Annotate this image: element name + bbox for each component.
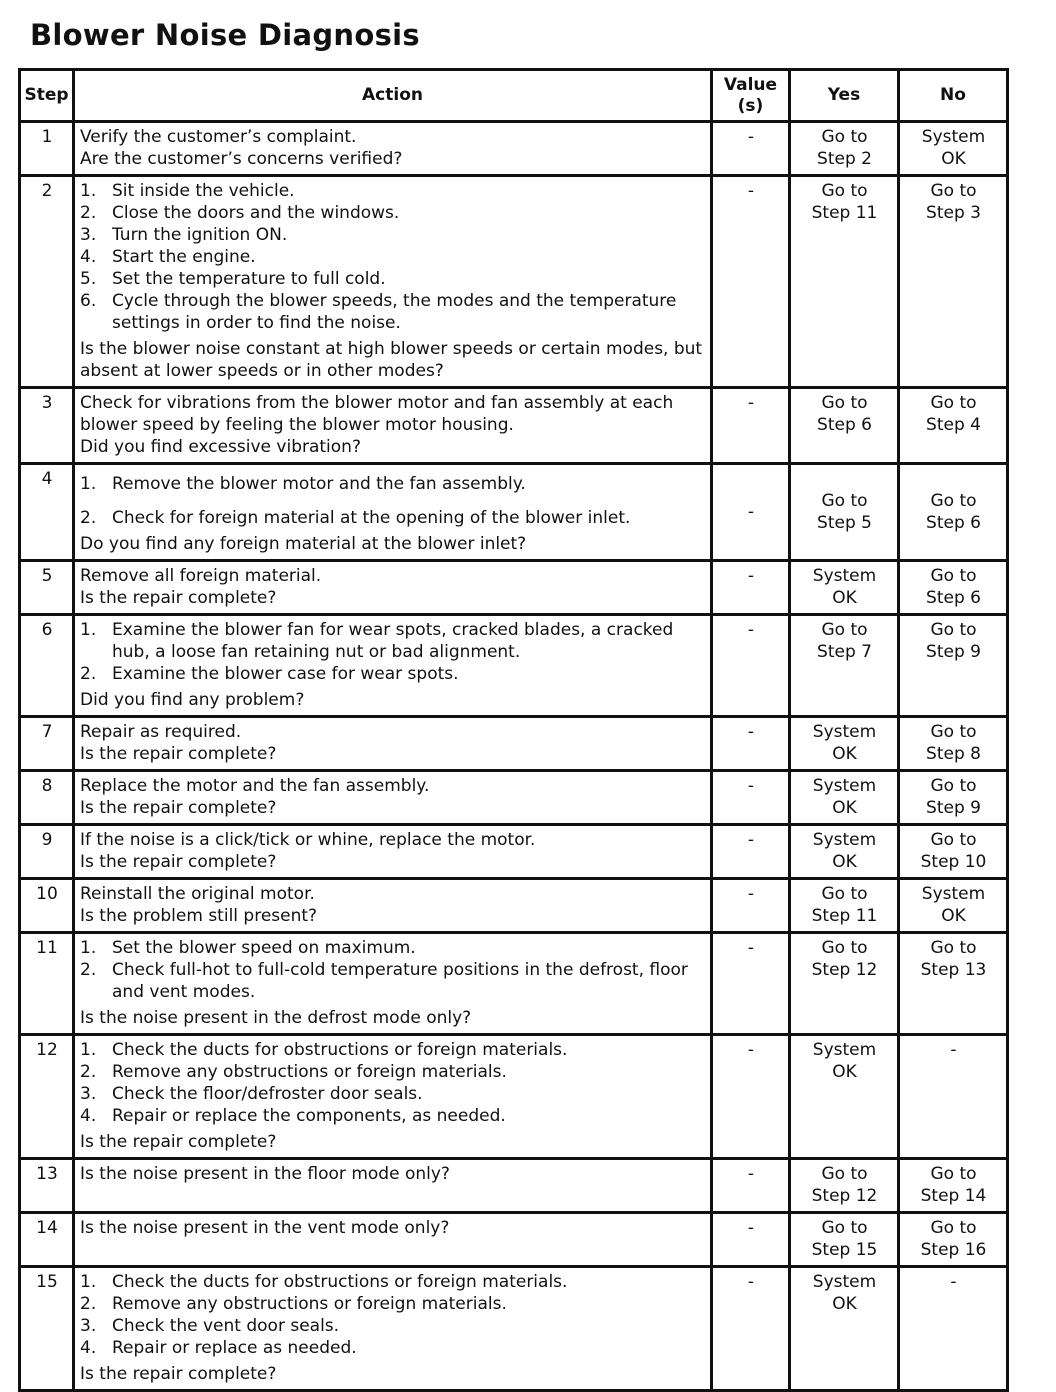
item-number: 5. <box>80 269 97 289</box>
no-cell-text: Step 8 <box>926 744 981 764</box>
item-number: 2. <box>80 1294 97 1314</box>
action-cell <box>74 388 712 464</box>
item-text: Remove the blower motor and the fan assembly. <box>112 474 526 494</box>
action-list <box>80 1039 706 1127</box>
table-row <box>20 122 1008 176</box>
action-line: Check for vibrations from the blower motor and fan assembly at each blower speed by feeling the blower motor housing. <box>80 393 674 435</box>
table-row <box>20 933 1008 1035</box>
action-list-item <box>80 1083 706 1105</box>
value-cell: - <box>712 1035 790 1159</box>
yes-cell-text: Step 7 <box>817 642 872 662</box>
action-list-item <box>80 473 706 495</box>
no-cell <box>899 1213 1008 1267</box>
yes-cell-text: System <box>812 776 877 796</box>
no-cell-text: Step 9 <box>926 798 981 818</box>
yes-cell-text: Step 6 <box>817 415 872 435</box>
item-text: Cycle through the blower speeds, the modes and the temperature settings in order to find the noise. <box>112 291 677 333</box>
item-number: 1. <box>80 1040 97 1060</box>
no-cell <box>899 825 1008 879</box>
yes-cell-text: OK <box>832 744 857 764</box>
yes-cell-text: OK <box>832 852 857 872</box>
item-text: Examine the blower case for wear spots. <box>112 664 459 684</box>
yes-cell-text: Step 15 <box>811 1240 878 1260</box>
action-list-item <box>80 290 706 334</box>
action-question: Is the repair complete? <box>80 1132 277 1152</box>
value-cell: - <box>712 561 790 615</box>
item-text: Check full-hot to full-cold temperature positions in the defrost, floor and vent modes. <box>112 960 688 1002</box>
action-line: Remove all foreign material. <box>80 566 322 586</box>
item-text: Remove any obstructions or foreign materials. <box>112 1062 507 1082</box>
yes-cell-text: OK <box>832 588 857 608</box>
step-number: 15 <box>20 1267 74 1391</box>
yes-cell <box>790 1035 899 1159</box>
item-number: 6. <box>80 291 97 311</box>
action-line: Did you find excessive vibration? <box>80 437 361 457</box>
action-cell <box>74 879 712 933</box>
action-list <box>80 937 706 1003</box>
action-cell <box>74 176 712 388</box>
action-line: Is the repair complete? <box>80 852 277 872</box>
action-list-item <box>80 937 706 959</box>
item-text: Close the doors and the windows. <box>112 203 400 223</box>
action-cell <box>74 464 712 561</box>
table-row <box>20 1213 1008 1267</box>
yes-cell-text: Go to <box>821 181 868 201</box>
item-number: 4. <box>80 1106 97 1126</box>
yes-cell-text: Go to <box>821 620 868 640</box>
item-text: Examine the blower fan for wear spots, cracked blades, a cracked hub, a loose fan retaining nut or bad alignment. <box>112 620 674 662</box>
no-cell-text: Step 14 <box>920 1186 987 1206</box>
no-cell-text: Step 16 <box>920 1240 987 1260</box>
value-cell: - <box>712 825 790 879</box>
action-list-item <box>80 1039 706 1061</box>
step-number: 9 <box>20 825 74 879</box>
no-cell <box>899 388 1008 464</box>
action-line: Is the noise present in the vent mode only? <box>80 1218 450 1238</box>
step-number: 1 <box>20 122 74 176</box>
value-cell: - <box>712 1213 790 1267</box>
action-line: Repair as required. <box>80 722 242 742</box>
item-number: 1. <box>80 474 97 494</box>
yes-cell-text: Go to <box>821 938 868 958</box>
action-question: Do you find any foreign material at the blower inlet? <box>80 534 527 554</box>
table-body <box>20 122 1008 1391</box>
no-cell-text: - <box>950 1040 957 1060</box>
yes-cell-text: Step 11 <box>811 906 878 926</box>
header-row <box>20 70 1008 122</box>
yes-cell-text: OK <box>832 1062 857 1082</box>
action-list-item <box>80 180 706 202</box>
no-cell-text: Go to <box>930 722 977 742</box>
yes-cell-text: Step 5 <box>817 512 872 533</box>
item-number: 1. <box>80 1272 97 1292</box>
action-list <box>80 473 706 529</box>
yes-cell <box>790 825 899 879</box>
action-list <box>80 180 706 334</box>
action-cell <box>74 1159 712 1213</box>
no-cell <box>899 1035 1008 1159</box>
table-row <box>20 615 1008 717</box>
yes-cell <box>790 1213 899 1267</box>
step-number: 3 <box>20 388 74 464</box>
action-list-item <box>80 246 706 268</box>
action-question: Is the noise present in the defrost mode only? <box>80 1008 472 1028</box>
no-cell-text: Step 13 <box>920 960 987 980</box>
value-cell: - <box>712 464 790 561</box>
no-cell-text: Go to <box>930 938 977 958</box>
no-cell <box>899 1267 1008 1391</box>
action-cell <box>74 717 712 771</box>
step-number: 7 <box>20 717 74 771</box>
table-row <box>20 771 1008 825</box>
action-list-item <box>80 619 706 663</box>
item-text: Check the floor/defroster door seals. <box>112 1084 423 1104</box>
yes-cell <box>790 879 899 933</box>
yes-cell-text: Step 12 <box>811 1186 878 1206</box>
item-number: 2. <box>80 508 97 528</box>
item-number: 2. <box>80 960 97 980</box>
no-cell <box>899 1159 1008 1213</box>
no-cell-text: Go to <box>930 490 977 511</box>
no-cell-text: Go to <box>930 830 977 850</box>
action-list-item <box>80 1293 706 1315</box>
step-number: 6 <box>20 615 74 717</box>
table-row <box>20 717 1008 771</box>
action-list-item <box>80 224 706 246</box>
step-number: 2 <box>20 176 74 388</box>
no-cell <box>899 122 1008 176</box>
yes-cell-text: OK <box>832 798 857 818</box>
no-cell <box>899 464 1008 561</box>
step-number: 4 <box>20 464 74 561</box>
action-line: Replace the motor and the fan assembly. <box>80 776 430 796</box>
yes-cell-text: Step 2 <box>817 149 872 169</box>
action-list-item <box>80 507 706 529</box>
item-number: 1. <box>80 620 97 640</box>
item-number: 2. <box>80 1062 97 1082</box>
yes-cell <box>790 388 899 464</box>
yes-cell <box>790 1267 899 1391</box>
yes-cell <box>790 717 899 771</box>
table-row <box>20 1159 1008 1213</box>
header-value: Value (s) <box>712 70 790 122</box>
yes-cell <box>790 122 899 176</box>
item-text: Set the blower speed on maximum. <box>112 938 416 958</box>
step-number: 10 <box>20 879 74 933</box>
no-cell-text: Step 3 <box>926 203 981 223</box>
no-cell-text: Step 10 <box>920 852 987 872</box>
yes-cell-text: System <box>812 1272 877 1292</box>
no-cell-text: Step 4 <box>926 415 981 435</box>
action-line: Are the customer’s concerns verified? <box>80 149 403 169</box>
no-cell-text: Go to <box>930 1218 977 1238</box>
item-number: 1. <box>80 181 97 201</box>
action-question: Is the blower noise constant at high blower speeds or certain modes, but absent at lower speeds or in other modes? <box>80 339 703 381</box>
no-cell-text: Step 9 <box>926 642 981 662</box>
action-cell <box>74 933 712 1035</box>
action-cell <box>74 1035 712 1159</box>
action-line: Is the repair complete? <box>80 798 277 818</box>
action-line: If the noise is a click/tick or whine, replace the motor. <box>80 830 536 850</box>
no-cell-text: Step 6 <box>926 588 981 608</box>
value-cell: - <box>712 771 790 825</box>
yes-cell <box>790 1159 899 1213</box>
action-list <box>80 1271 706 1359</box>
value-cell: - <box>712 615 790 717</box>
action-line: Is the repair complete? <box>80 744 277 764</box>
header-step: Step <box>20 70 74 122</box>
no-cell <box>899 771 1008 825</box>
no-cell-text: OK <box>941 906 966 926</box>
yes-cell <box>790 561 899 615</box>
table-row <box>20 464 1008 561</box>
no-cell <box>899 717 1008 771</box>
yes-cell-text: Step 12 <box>811 960 878 980</box>
item-text: Turn the ignition ON. <box>112 225 288 245</box>
item-number: 3. <box>80 1084 97 1104</box>
action-cell <box>74 771 712 825</box>
no-cell-text: Go to <box>930 620 977 640</box>
action-cell <box>74 1267 712 1391</box>
no-cell <box>899 176 1008 388</box>
action-line: Reinstall the original motor. <box>80 884 315 904</box>
yes-cell-text: Step 11 <box>811 203 878 223</box>
item-number: 1. <box>80 938 97 958</box>
no-cell-text: Go to <box>930 1164 977 1184</box>
action-list-item <box>80 202 706 224</box>
value-cell: - <box>712 1159 790 1213</box>
item-text: Start the engine. <box>112 247 256 267</box>
action-line: Verify the customer’s complaint. <box>80 127 357 147</box>
yes-cell-text: Go to <box>821 1218 868 1238</box>
no-cell-text: Step 6 <box>926 512 981 533</box>
step-number: 11 <box>20 933 74 1035</box>
item-text: Check for foreign material at the opening of the blower inlet. <box>112 508 631 528</box>
action-list-item <box>80 268 706 290</box>
table-row <box>20 1267 1008 1391</box>
item-number: 2. <box>80 203 97 223</box>
step-number: 14 <box>20 1213 74 1267</box>
item-text: Check the ducts for obstructions or foreign materials. <box>112 1272 568 1292</box>
no-cell-text: Go to <box>930 776 977 796</box>
value-cell: - <box>712 388 790 464</box>
yes-cell-text: Go to <box>821 1164 868 1184</box>
no-cell <box>899 615 1008 717</box>
action-list-item <box>80 1061 706 1083</box>
table-row <box>20 1035 1008 1159</box>
action-cell <box>74 122 712 176</box>
item-number: 3. <box>80 225 97 245</box>
action-cell <box>74 561 712 615</box>
step-number: 13 <box>20 1159 74 1213</box>
item-number: 3. <box>80 1316 97 1336</box>
no-cell-text: OK <box>941 149 966 169</box>
table-row <box>20 879 1008 933</box>
step-number: 12 <box>20 1035 74 1159</box>
item-text: Check the ducts for obstructions or foreign materials. <box>112 1040 568 1060</box>
value-cell: - <box>712 176 790 388</box>
action-list-item <box>80 1105 706 1127</box>
item-number: 4. <box>80 1338 97 1358</box>
action-line: Is the noise present in the floor mode only? <box>80 1164 450 1184</box>
action-list-item <box>80 1271 706 1293</box>
table-row <box>20 825 1008 879</box>
step-number: 8 <box>20 771 74 825</box>
yes-cell-text: System <box>812 566 877 586</box>
table-row <box>20 388 1008 464</box>
action-list-item <box>80 959 706 1003</box>
action-cell <box>74 825 712 879</box>
action-cell <box>74 1213 712 1267</box>
yes-cell-text: Go to <box>821 393 868 413</box>
action-list-item <box>80 1315 706 1337</box>
no-cell-text: - <box>950 1272 957 1292</box>
item-text: Repair or replace as needed. <box>112 1338 357 1358</box>
action-question: Did you find any problem? <box>80 690 305 710</box>
yes-cell <box>790 771 899 825</box>
item-text: Sit inside the vehicle. <box>112 181 295 201</box>
header-yes: Yes <box>790 70 899 122</box>
table-row <box>20 176 1008 388</box>
item-text: Repair or replace the components, as needed. <box>112 1106 506 1126</box>
action-list-item <box>80 663 706 685</box>
no-cell <box>899 561 1008 615</box>
no-cell-text: System <box>921 884 986 904</box>
table-row <box>20 561 1008 615</box>
yes-cell <box>790 176 899 388</box>
yes-cell-text: Go to <box>821 490 868 511</box>
item-text: Set the temperature to full cold. <box>112 269 386 289</box>
yes-cell-text: System <box>812 722 877 742</box>
header-no: No <box>899 70 1008 122</box>
page-title: Blower Noise Diagnosis <box>30 18 420 52</box>
step-number: 5 <box>20 561 74 615</box>
yes-cell-text: System <box>812 1040 877 1060</box>
value-cell: - <box>712 1267 790 1391</box>
yes-cell-text: System <box>812 830 877 850</box>
value-cell: - <box>712 879 790 933</box>
item-number: 4. <box>80 247 97 267</box>
item-text: Remove any obstructions or foreign materials. <box>112 1294 507 1314</box>
no-cell-text: Go to <box>930 393 977 413</box>
value-cell: - <box>712 122 790 176</box>
action-question: Is the repair complete? <box>80 1364 277 1384</box>
no-cell <box>899 879 1008 933</box>
no-cell-text: Go to <box>930 566 977 586</box>
item-text: Check the vent door seals. <box>112 1316 340 1336</box>
item-number: 2. <box>80 664 97 684</box>
yes-cell-text: Go to <box>821 127 868 147</box>
action-line: Is the problem still present? <box>80 906 318 926</box>
action-cell <box>74 615 712 717</box>
yes-cell-text: Go to <box>821 884 868 904</box>
action-list <box>80 619 706 685</box>
yes-cell-text: OK <box>832 1294 857 1314</box>
action-line: Is the repair complete? <box>80 588 277 608</box>
diagnosis-table <box>18 68 1009 1392</box>
yes-cell <box>790 464 899 561</box>
no-cell-text: Go to <box>930 181 977 201</box>
header-action: Action <box>74 70 712 122</box>
action-list-item <box>80 1337 706 1359</box>
yes-cell <box>790 933 899 1035</box>
value-cell: - <box>712 933 790 1035</box>
yes-cell <box>790 615 899 717</box>
value-cell: - <box>712 717 790 771</box>
no-cell-text: System <box>921 127 986 147</box>
no-cell <box>899 933 1008 1035</box>
